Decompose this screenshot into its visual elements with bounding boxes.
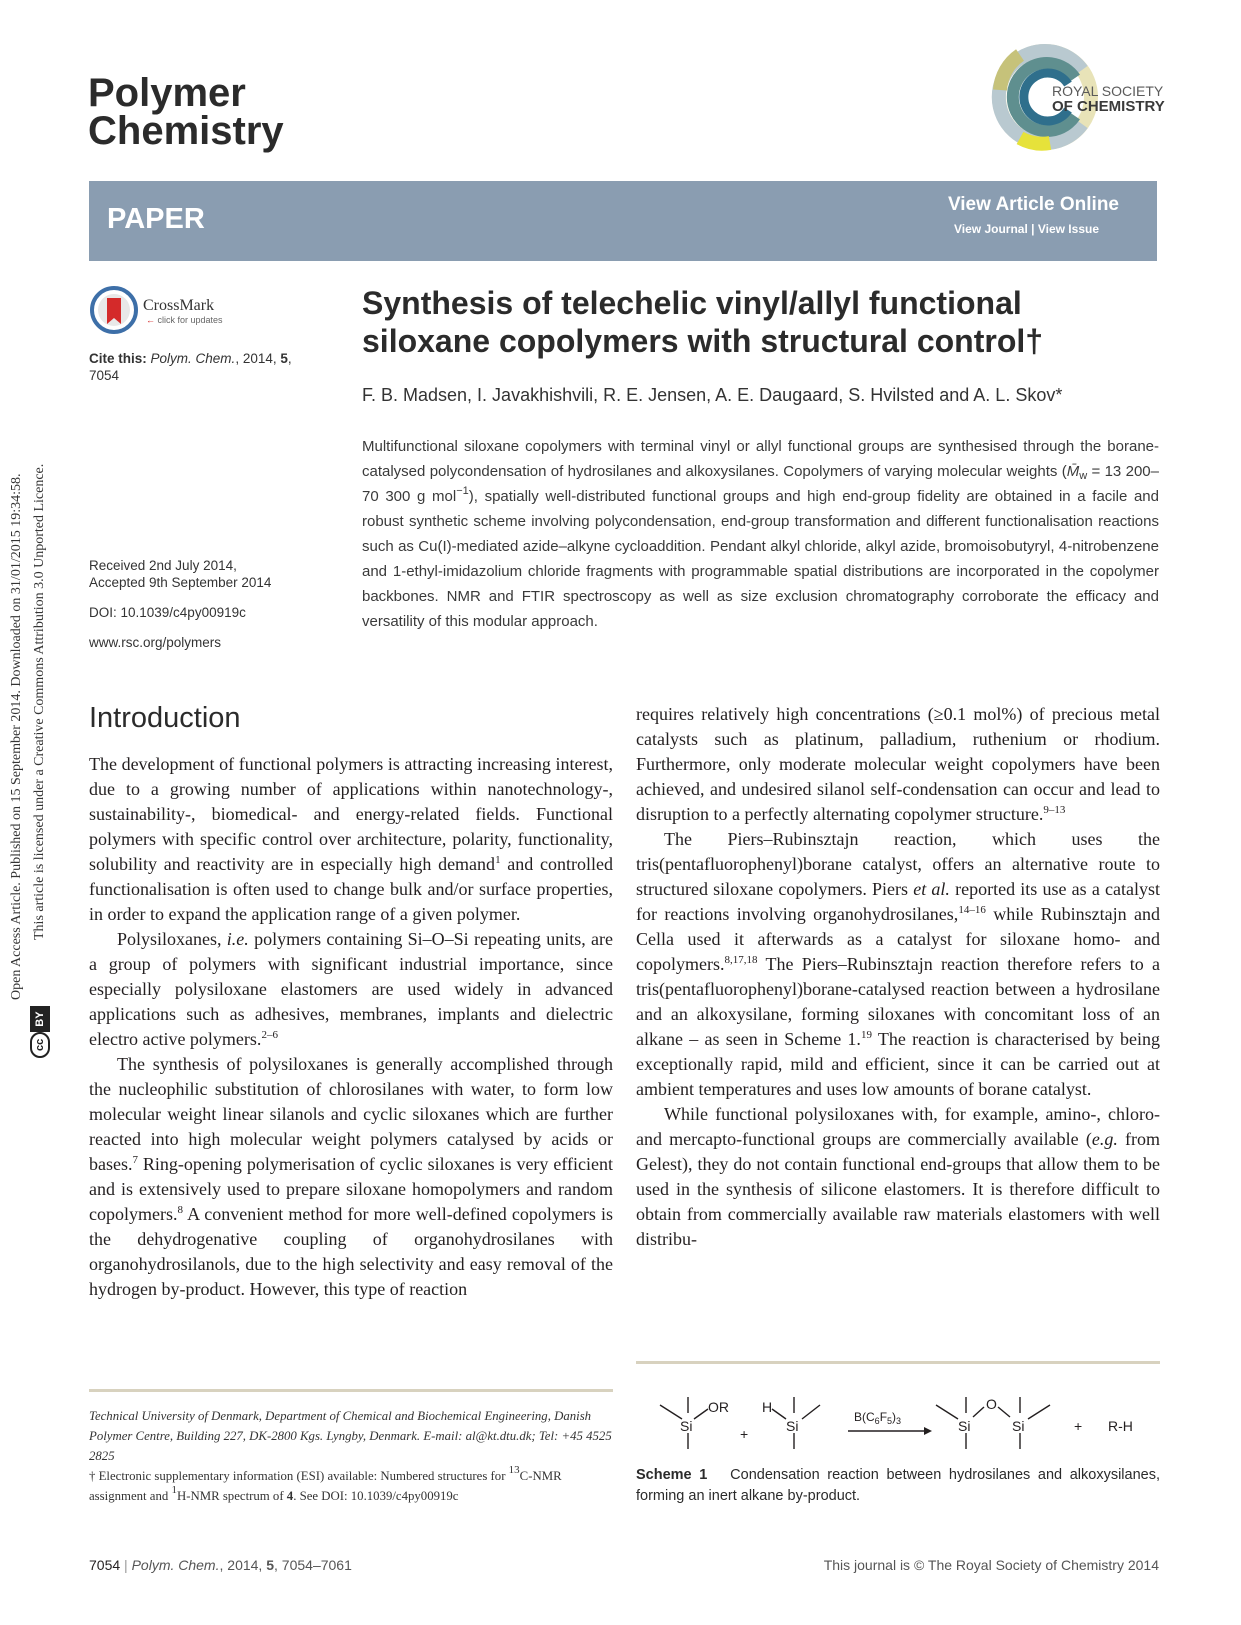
paragraph: The synthesis of polysiloxanes is generally accomplished through the nucleophilic substitution of chlorosilanes with water, to form low molecular weight linear silanols and cyclic siloxanes which are further reacted into high molecular weight polymers catalysed by acids or bases.$^7$ Ring-opening polymerisation of cyclic siloxanes is very efficient and is extensively used to prepare siloxane homopolymers and random copolymers.$^8$ A convenient method for more well-defined copolymers is the dehydrogenative coupling of organohydrosilanes with organohydrosilanols, due to the high selectivity and easy removal of the hydrogen by-product. However, this type of reaction (89, 1054, 613, 1299)
cite-year: , 2014, (235, 351, 277, 366)
article-type: PAPER (107, 203, 205, 235)
body-column-left (89, 752, 613, 1302)
paragraph: Polysiloxanes, i.e. polymers containing Si–O–Si repeating units, are a group of polymers with significant industrial importance, since especially polysiloxane elastomers are used widely in advanced applications such as adhesives, membranes, implants and dielectric electro active polymers.$^{2-6}$ (89, 929, 613, 1049)
authors: F. B. Madsen, I. Javakhishvili, R. E. Jensen, A. E. Daugaard, S. Hvilsted and A. L. Skov* (362, 385, 1063, 405)
by-icon: BY (30, 1006, 50, 1031)
abstract: Multifunctional siloxane copolymers with terminal vinyl or allyl functional groups are synthesised through the borane-catalysed polycondensation of hydrosilanes and alkoxysilanes. Copolymers of varying molecular weights ($M̄_w = 13$ 200–70 300 g mol$^{-1}$), spatially well-distributed functional groups and high end-group fidelity are obtained in a facile and robust synthetic scheme involving polycondensation, end-group transformation and different functionalisation reactions such as Cu(I)-mediated azide–alkyne cycloaddition. Pendant alkyl chloride, alkyl azide, bromoisobutyryl, 4-nitrobenzene and 1-ethyl-imidazolium chloride fragments with programmable spatial distributions are incorporated in the copolymer backbones. NMR and FTIR spectroscopy as well as size exclusion chromatography corroborate the efficacy and versatility of this modular approach. (362, 438, 1159, 630)
scheme-label: Scheme 1 (636, 1467, 708, 1483)
article-banner (89, 181, 1157, 261)
accepted-date: Accepted 9th September 2014 (89, 575, 272, 590)
rsc-logo-line1: ROYAL SOCIETY (1052, 83, 1164, 99)
open-access-line2: This article is licensed under a Creative Commons Attribution 3.0 Unported Licence. (32, 463, 47, 940)
affiliation: Technical University of Denmark, Department of Chemical and Biochemical Engineering, Danish Polymer Centre, Building 227, DK-2800 Kgs. Lyngby, Denmark. E-mail: al@kt.dtu.dk; Tel: +45 4525 2825 (89, 1409, 612, 1463)
view-journal-link[interactable]: View Journal (953, 222, 1028, 236)
cite-page: 7054 (89, 368, 120, 383)
doi[interactable]: DOI: 10.1039/c4py00919c (89, 605, 246, 620)
view-article-online-link[interactable]: View Article Online (947, 194, 1119, 215)
dates (89, 557, 271, 591)
cc-icon: cc (30, 1032, 50, 1058)
paragraph: The Piers–Rubinsztajn reaction, which uses the tris(pentafluorophenyl)borane catalyst, offers an alternative route to structured siloxane copolymers. Piers et al. reported its use as a catalyst for reactions involving organohydrosilanes,$^{14-16}$ while Rubinsztajn and Cella used it afterwards as a catalyst for siloxane homo- and copolymers.$^{8,17,18}$ The Piers–Rubinsztajn reaction therefore refers to a tris(pentafluorophenyl)borane-catalysed reaction between a hydrosilane and an alkoxysilane, forming siloxanes with concomitant loss of an alkane – as seen in Scheme 1.19 The reaction is characterised by being exceptionally rapid, mild and efficient, since it can be carried out at ambient temperatures and uses low amounts of borane catalyst. (636, 829, 1160, 1099)
cite-volume: 5 (280, 351, 288, 366)
scheme-caption-text: Condensation reaction between hydrosilanes and alkoxysilanes, forming an inert alkane by-product. (636, 1467, 1160, 1504)
view-issue-link[interactable]: View Issue (1037, 222, 1099, 236)
article-title (362, 284, 1152, 360)
journal-name-line2: Chemistry (88, 109, 284, 153)
cite-this: Cite this: Polym. Chem., 2014, 5, 7054 (89, 351, 292, 383)
scheme-1-reaction (636, 1385, 1160, 1463)
scheme-caption (636, 1465, 1160, 1507)
catalyst: B(C (854, 1410, 875, 1424)
scheme-rh: R-H (1108, 1418, 1133, 1434)
mw-symbol: M̄ (1066, 463, 1080, 480)
crossmark-sub-text: click for updates (157, 315, 223, 325)
crossmark-label[interactable]: CrossMark (143, 297, 215, 314)
journal-website-link[interactable]: www.rsc.org/polymers (89, 635, 222, 650)
paragraph: The development of functional polymers is attracting increasing interest, due to a growing number of applications within nanotechnology-, sustainability-, biomedical- and energy-related fields. Functional polymers with specific control over architecture, polarity, functionality, solubility and reactivity are in especially high demand$^1$ and controlled functionalisation is often used to change bulk and/or surface properties, in order to expand the application range of a given polymer. (89, 754, 614, 924)
scheme-h: H (762, 1399, 773, 1415)
esi-note: † Electronic supplementary information (ESI) available: Numbered structures for 13C-NMR assignment and 1H-NMR spectrum of 4. See DOI: 10.1039/c4py00919c (89, 1464, 562, 1503)
paragraph: requires relatively high concentrations (≥0.1 mol%) of precious metal catalysts such as platinum, palladium, ruthenium or rhodium. Furthermore, only moderate molecular weight copolymers have been achieved, and undesired silanol self-condensation can occur and lead to disruption to a perfectly alternating copolymer structure.$^{9-13}$ (636, 704, 1160, 824)
page-number: 7054 (89, 1557, 121, 1573)
rsc-logo-line2: OF CHEMISTRY (1052, 98, 1165, 115)
scheme-o: O (986, 1396, 997, 1412)
scheme-or: OR (708, 1399, 729, 1415)
cc-by-badge[interactable] (29, 1006, 51, 1058)
scheme-plus-1: + (740, 1426, 749, 1442)
section-heading-introduction: Introduction (89, 702, 241, 734)
cite-prefix: Cite this: (89, 351, 147, 366)
arrow-left-icon: ← (146, 315, 155, 325)
open-access-line1: Open Access Article. Published on 15 September 2014. Downloaded on 31/01/2015 19:34:58. (9, 473, 24, 1000)
svg-text:B(C6F5)3: $B(C_6F_5)_3$ (854, 1410, 902, 1426)
banner-links (954, 222, 1099, 236)
journal-name (88, 71, 284, 153)
body-column-right (636, 702, 1160, 1252)
footnote-divider (89, 1389, 613, 1392)
footnotes (89, 1406, 613, 1506)
received-date: Received 2nd July 2014, (89, 558, 237, 573)
banner-link-separator: | (1031, 222, 1035, 236)
scheme-si-3: Si (958, 1418, 971, 1434)
scheme-si-2: Si (786, 1418, 799, 1434)
open-access-sidebar (6, 280, 66, 1051)
crossmark-sub (146, 315, 223, 325)
article-title-line2: siloxane copolymers with structural control† (362, 323, 1044, 359)
cite-journal: Polym. Chem. (150, 351, 236, 366)
journal-name-line1: Polymer (88, 71, 246, 115)
scheme-si-4: Si (1012, 1418, 1025, 1434)
scheme-divider (636, 1361, 1160, 1364)
article-title-line1: Synthesis of telechelic vinyl/allyl functional (362, 285, 1022, 321)
rsc-logo-text (1052, 84, 1165, 114)
scheme-plus-2: + (1074, 1418, 1083, 1434)
page-footer-copyright: This journal is © The Royal Society of Chemistry 2014 (823, 1557, 1159, 1573)
page-footer-left: 7054 | Polym. Chem., 2014, 5, 7054–7061 (89, 1557, 352, 1573)
scheme-si-1: Si (680, 1418, 693, 1434)
crossmark-icon[interactable] (90, 286, 138, 334)
paragraph: While functional polysiloxanes with, for example, amino-, chloro- and mercapto-functional groups are commercially available (e.g. from Gelest), they do not contain functional end-groups that allow them to be used in the synthesis of silicone elastomers. It is therefore difficult to obtain from commercially available raw materials elastomers with well distribu- (636, 1104, 1160, 1249)
